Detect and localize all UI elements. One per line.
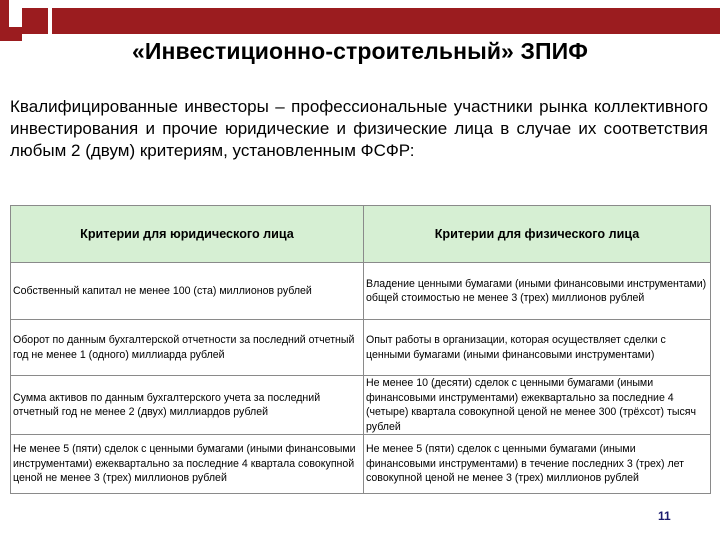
table-header-row xyxy=(11,206,711,263)
table-cell: Не менее 5 (пяти) сделок с ценными бумагами (иными финансовыми инструментами) ежеквартально за последние 4 квартала совокупной ценой не менее 3 (трех) миллионов рублей xyxy=(11,435,364,494)
corner-decoration xyxy=(28,0,35,8)
header-legal-entity: Критерии для юридического лица xyxy=(11,206,364,263)
page-number: 11 xyxy=(658,509,671,523)
table-row xyxy=(11,320,711,376)
intro-paragraph: Квалифицированные инвесторы – профессиональные участники рынка коллективного инвестирования и прочие юридические и физические лица в случае их соответствия любым 2 (двум) критериям, установленным ФСФР: xyxy=(10,97,708,160)
table-row xyxy=(11,376,711,435)
header-bar xyxy=(22,8,720,34)
criteria-table xyxy=(10,205,711,494)
table-row xyxy=(11,435,711,494)
table-cell: Собственный капитал не менее 100 (ста) миллионов рублей xyxy=(11,263,364,320)
table-cell: Оборот по данным бухгалтерской отчетности за последний отчетный год не менее 1 (одного) миллиарда рублей xyxy=(11,320,364,376)
corner-decoration xyxy=(0,0,9,27)
header-individual: Критерии для физического лица xyxy=(364,206,711,263)
table-cell: Сумма активов по данным бухгалтерского учета за последний отчетный год не менее 2 (двух) миллиардов рублей xyxy=(11,376,364,435)
slide-title: «Инвестиционно-строительный» ЗПИФ xyxy=(132,38,588,64)
table-row xyxy=(11,263,711,320)
table-cell: Не менее 5 (пяти) сделок с ценными бумагами (иными финансовыми инструментами) в течение последних 3 (трех) лет совокупной ценой не менее 3 (трех) миллионов рублей xyxy=(364,435,711,494)
corner-decoration xyxy=(48,8,52,34)
table-cell: Не менее 10 (десяти) сделок с ценными бумагами (иными финансовыми инструментами) ежеквартально за последние 4 (четыре) квартала совокупной ценой не менее 300 (трёхсот) тысяч рублей xyxy=(364,376,711,435)
table-cell: Опыт работы в организации, которая осуществляет сделки с ценными бумагами (иными финансовыми инструментами) xyxy=(364,320,711,376)
table-cell: Владение ценными бумагами (иными финансовыми инструментами) общей стоимостью не менее 3 (трех) миллионов рублей xyxy=(364,263,711,320)
